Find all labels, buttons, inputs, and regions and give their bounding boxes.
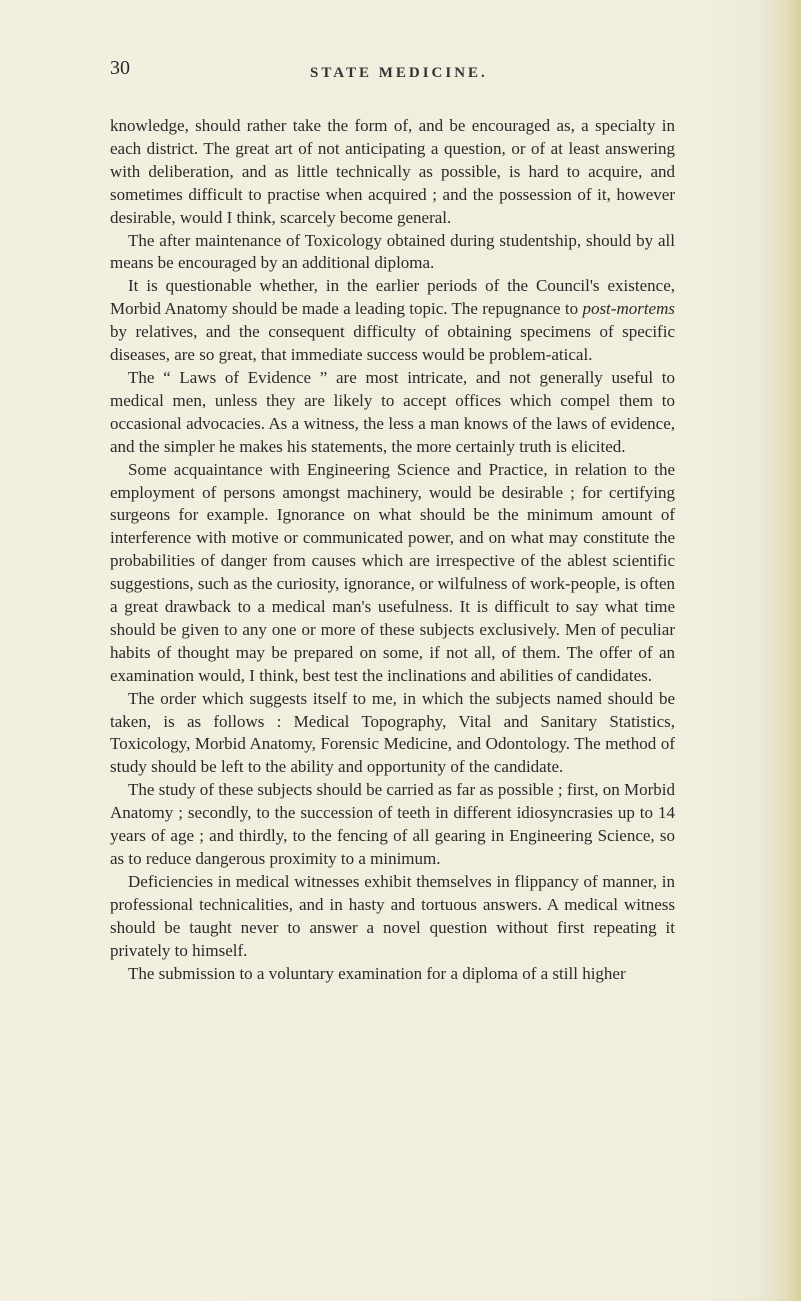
paragraph-1: knowledge, should rather take the form of, and be encouraged as, a specialty in each district. The great art of not anticipating a question, or of at least answering with deliberation, and as little technically as possible, is hard to acquire, and sometimes difficult to practise when acquired ; and the possession of it, however desirable, would I think, scarcely become general. (110, 116, 675, 227)
post-mortems-italic: post-mortems (582, 299, 675, 319)
running-title: STATE MEDICINE. (310, 65, 488, 81)
paragraph-4: The “ Laws of Evidence ” are most intricate, and not generally useful to medical men, unless they are likely to accept offices which compel them to occasional advocacies. As a witness, the less a man knows of the laws of evidence, and the simpler he makes his statements, the more certainly truth is elicited. (110, 367, 675, 456)
paragraph-6: The order which suggests itself to me, in which the subjects named should be taken, is as follows : Medical Topography, Vital and Sanitary Statistics, Toxicology, Morbid Anatomy, Forensic Medicine, and Odontology. The method of study should be left to the ability and opportunity of the candidate. (110, 688, 675, 777)
paragraph-7: The study of these subjects should be carried as far as possible ; first, on Morbid Anatomy ; secondly, to the succession of teeth in different idiosyncrasies up to 14 years of age ; and thirdly, to the fencing of all gearing in Engineering Science, so as to reduce dangerous proximity to a minimum. (110, 780, 675, 868)
paragraph-2: The after maintenance of Toxicology obtained during studentship, should by all means be encouraged by an additional diploma. (110, 230, 675, 273)
body-text (110, 115, 675, 985)
paragraph-8: Deficiencies in medical witnesses exhibit themselves in flippancy of manner, in professional technicalities, and in hasty and tortuous answers. A medical witness should be taught never to answer a novel question without first repeating it privately to himself. (110, 871, 675, 960)
page-number: 30 (110, 57, 130, 79)
paragraph-3 (110, 275, 675, 367)
paragraph-5: Some acquaintance with Engineering Science and Practice, in relation to the employment of persons amongst machinery, would be desirable ; for certifying surgeons for example. Ignorance on what should be the minimum amount of interference with motive or communicated power, and on what may constitute the probabilities of danger from causes which are irrespective of the ablest scientific suggestions, such as the curiosity, ignorance, or wilfulness of work-people, is often a great drawback to a medical man's usefulness. It is difficult to say what time should be given to any one or more of these subjects exclusively. Men of peculiar habits of thought may be prepared on some, if not all, of them. The offer of an examination would, I think, best test the inclinations and abilities of candidates. (110, 459, 675, 685)
paragraph-3-text-start: It is questionable whether, in the earlier periods of the Council's existence, Morbid Anatomy should be made a leading topic. The repugnance to (110, 276, 675, 319)
paragraph-9: The submission to a voluntary examination for a diploma of a still higher (128, 963, 626, 983)
paragraph-3-text-end: by relatives, and the consequent difficulty of obtaining specimens of specific diseases, are so great, that immediate success would be problem-atical. (110, 322, 675, 365)
page-header (110, 56, 650, 92)
page-edge-shadow (759, 0, 801, 1301)
